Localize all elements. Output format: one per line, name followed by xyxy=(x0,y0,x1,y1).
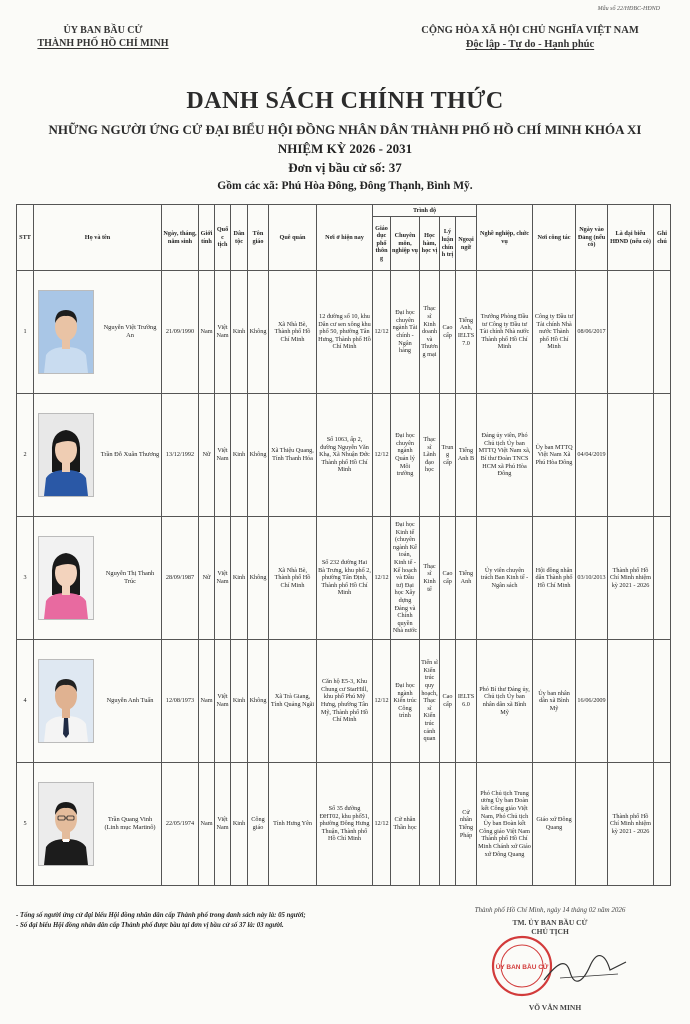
cell-specialty: Cử nhân Thần học xyxy=(391,763,420,886)
cell-political: Cao cấp xyxy=(440,271,456,394)
cell-gender: Nam xyxy=(199,271,215,394)
cell-hdnd xyxy=(608,394,654,517)
cell-name xyxy=(34,763,162,886)
col-stt: STT xyxy=(17,205,34,271)
cell-party-join xyxy=(576,763,608,886)
cell-workplace: Ủy ban MTTQ Việt Nam Xã Phú Hòa Đông xyxy=(533,394,576,517)
col-occupation: Nghề nghiệp, chức vụ xyxy=(477,205,533,271)
document-title: DANH SÁCH CHÍNH THỨC xyxy=(186,88,504,114)
cell-specialty: Đại học chuyên ngành Quản lý Môi trường xyxy=(391,394,420,517)
signing-org: TM. ỦY BAN BẦU CỬ xyxy=(512,918,588,927)
col-ethnicity: Dân tộc xyxy=(231,205,248,271)
candidate-photo xyxy=(38,659,94,743)
cell-language: Tiếng Anh xyxy=(456,517,477,640)
cell-gender: Nam xyxy=(199,640,215,763)
place-date: Thành phố Hồ Chí Minh, ngày 14 tháng 02 năm 2026 xyxy=(474,906,626,914)
cell-nationality: Việt Nam xyxy=(215,517,231,640)
table-row xyxy=(17,394,671,517)
cell-gender: Nam xyxy=(199,763,215,886)
cell-residence: Số 232 đường Hai Bà Trưng, khu phố 2, phường Tân Định, Thành phố Hồ Chí Minh xyxy=(317,517,373,640)
candidate-photo xyxy=(38,290,94,374)
national-motto: Độc lập - Tự do - Hạnh phúc xyxy=(465,39,595,50)
col-language: Ngoại ngữ xyxy=(456,217,477,271)
cell-name xyxy=(34,517,162,640)
cell-ethnicity: Kinh xyxy=(231,763,248,886)
cell-party-join: 08/06/2017 xyxy=(576,271,608,394)
table-row xyxy=(17,763,671,886)
cell-hometown: Xã Trà Giang, Tỉnh Quảng Ngãi xyxy=(269,640,317,763)
term: NHIỆM KỲ 2026 - 2031 xyxy=(277,141,413,156)
cell-nationality: Việt Nam xyxy=(215,640,231,763)
cell-workplace: Giáo xứ Đông Quang xyxy=(533,763,576,886)
issuer-line1: ỦY BAN BẦU CỬ xyxy=(63,25,143,36)
cell-dob: 12/08/1973 xyxy=(162,640,199,763)
cell-occupation: Ủy viên chuyên trách Ban Kinh tế - Ngân sách xyxy=(477,517,533,640)
cell-degree: Thạc sĩ Lãnh đạo học xyxy=(420,394,440,517)
col-education-group: Trình độ xyxy=(373,205,477,217)
cell-residence: 12 đường số 10, khu Dân cư sen xông khu phố 50, phường Tân Hưng, Thành phố Hồ Chí Minh xyxy=(317,271,373,394)
signer-name: VÕ VĂN MINH xyxy=(528,1003,582,1012)
table-row xyxy=(17,271,671,394)
cell-nationality: Việt Nam xyxy=(215,763,231,886)
signature-icon xyxy=(540,950,630,990)
cell-political xyxy=(440,763,456,886)
candidate-name: Nguyễn Thị Thanh Trúc xyxy=(105,570,155,585)
candidate-name: Nguyễn Anh Tuấn xyxy=(106,697,154,704)
national-header xyxy=(385,24,675,52)
note-total-candidates: - Tổng số người ứng cử đại biểu Hội đồng nhân dân cấp Thành phố trong danh sách này là: 05 người; xyxy=(16,912,306,919)
cell-name xyxy=(34,640,162,763)
cell-dob: 13/12/1992 xyxy=(162,394,199,517)
col-residence: Nơi ở hiện nay xyxy=(317,205,373,271)
cell-note xyxy=(654,394,671,517)
col-political: Lý luận chính trị xyxy=(440,217,456,271)
cell-hometown: Xã Nhà Bè, Thành phố Hồ Chí Minh xyxy=(269,517,317,640)
cell-dob: 22/05/1974 xyxy=(162,763,199,886)
col-party-join: Ngày vào Đảng (nếu có) xyxy=(576,205,608,271)
cell-ethnicity: Kinh xyxy=(231,640,248,763)
col-name: Họ và tên xyxy=(34,205,162,271)
cell-gender: Nữ xyxy=(199,517,215,640)
cell-occupation: Phó Chủ tịch Trung ương Ủy ban Đoàn kết Công giáo Việt Nam, Phó Chủ tịch Ủy ban Đoàn kết Công giáo Việt Nam Thành phố Hồ Chí Minh Chánh xứ Giáo xứ Đông Quang xyxy=(477,763,533,886)
cell-general-edu: 12/12 xyxy=(373,763,391,886)
cell-language: IELTS 6.0 xyxy=(456,640,477,763)
svg-text:ỦY BAN BẦU CỬ: ỦY BAN BẦU CỬ xyxy=(495,964,549,971)
cell-hdnd: Thành phố Hồ Chí Minh nhiệm kỳ 2021 - 2026 xyxy=(608,517,654,640)
cell-specialty: Đại học Kinh tế (chuyên ngành Kế toán, Kinh tế - Kế hoạch và Đầu tư) Đại học Xây dựng Đảng và Chính quyền Nhà nước xyxy=(391,517,420,640)
col-specialty: Chuyên môn, nghiệp vụ xyxy=(391,217,420,271)
cell-degree xyxy=(420,763,440,886)
cell-party-join: 03/10/2013 xyxy=(576,517,608,640)
cell-language: Tiếng Anh, IELTS 7.0 xyxy=(456,271,477,394)
cell-political: Trung cấp xyxy=(440,394,456,517)
col-hometown: Quê quán xyxy=(269,205,317,271)
cell-party-join: 16/06/2009 xyxy=(576,640,608,763)
table-row xyxy=(17,517,671,640)
cell-degree: Thạc sĩ Kinh tế xyxy=(420,517,440,640)
cell-general-edu: 12/12 xyxy=(373,271,391,394)
cell-occupation: Trưởng Phòng Đầu tư Công ty Đầu tư Tài chính Nhà nước Thành phố Hồ Chí Minh xyxy=(477,271,533,394)
table-row xyxy=(17,640,671,763)
cell-name xyxy=(34,271,162,394)
note-seats: - Số đại biểu Hội đồng nhân dân cấp Thành phố được bầu tại đơn vị bầu cử số 37 là: 03 người. xyxy=(16,922,284,929)
national-title: CỘNG HÒA XÃ HỘI CHỦ NGHĨA VIỆT NAM xyxy=(421,25,639,36)
col-dob: Ngày, tháng, năm sinh xyxy=(162,205,199,271)
candidate-photo xyxy=(38,413,94,497)
cell-residence: Số 1063, ấp 2, đường Nguyễn Văn Khạ, Xã Nhuận Đức Thành phố Hồ Chí Minh xyxy=(317,394,373,517)
candidate-photo xyxy=(38,782,94,866)
cell-language: Tiếng Anh B xyxy=(456,394,477,517)
cell-hometown: Tỉnh Hưng Yên xyxy=(269,763,317,886)
cell-stt: 3 xyxy=(17,517,34,640)
cell-hdnd: Thành phố Hồ Chí Minh nhiệm kỳ 2021 - 2026 xyxy=(608,763,654,886)
cell-nationality: Việt Nam xyxy=(215,394,231,517)
cell-general-edu: 12/12 xyxy=(373,640,391,763)
cell-religion: Không xyxy=(248,271,269,394)
cell-language: Cử nhân Tiếng Pháp xyxy=(456,763,477,886)
cell-stt: 2 xyxy=(17,394,34,517)
cell-hometown: Xã Thiệu Quang, Tỉnh Thanh Hóa xyxy=(269,394,317,517)
cell-political: Cao cấp xyxy=(440,517,456,640)
cell-dob: 21/09/1990 xyxy=(162,271,199,394)
cell-note xyxy=(654,517,671,640)
candidate-photo xyxy=(38,536,94,620)
cell-religion: Không xyxy=(248,394,269,517)
form-code: Mẫu số 22/HĐBC-HĐND xyxy=(597,6,660,12)
cell-residence: Số 35 đường ĐHT02, khu phố51, phường Đông Hưng Thuận, Thành phố Hồ Chí Minh xyxy=(317,763,373,886)
cell-stt: 1 xyxy=(17,271,34,394)
cell-religion: Không xyxy=(248,517,269,640)
cell-hometown: Xã Nhà Bè, Thành phố Hồ Chí Minh xyxy=(269,271,317,394)
cell-occupation: Phó Bí thư Đảng ủy, Chủ tịch Ủy ban nhân dân xã Bình Mỹ xyxy=(477,640,533,763)
cell-general-edu: 12/12 xyxy=(373,517,391,640)
cell-political: Cao cấp xyxy=(440,640,456,763)
communes: Gồm các xã: Phú Hòa Đông, Đông Thạnh, Bình Mỹ. xyxy=(217,180,473,192)
candidate-name: Nguyễn Việt Trường An xyxy=(103,324,157,339)
cell-ethnicity: Kinh xyxy=(231,517,248,640)
cell-party-join: 04/04/2019 xyxy=(576,394,608,517)
cell-degree: Tiến sĩ Kiến trúc quy hoạch, Thạc sĩ Kiến trúc cảnh quan xyxy=(420,640,440,763)
cell-stt: 5 xyxy=(17,763,34,886)
issuer-line2: THÀNH PHỐ HỒ CHÍ MINH xyxy=(37,38,169,49)
cell-hdnd xyxy=(608,640,654,763)
cell-general-edu: 12/12 xyxy=(373,394,391,517)
cell-specialty: Đại học ngành Kiến trúc Công trình xyxy=(391,640,420,763)
issuer-header xyxy=(18,24,188,50)
col-gender: Giới tính xyxy=(199,205,215,271)
col-general-edu: Giáo dục phổ thông xyxy=(373,217,391,271)
col-hdnd: Là đại biểu HĐND (nếu có) xyxy=(608,205,654,271)
cell-ethnicity: Kinh xyxy=(231,394,248,517)
cell-religion: Không xyxy=(248,640,269,763)
cell-workplace: Ủy ban nhân dân xã Bình Mỹ xyxy=(533,640,576,763)
cell-workplace: Công ty Đầu tư Tài chính Nhà nước Thành phố Hồ Chí Minh xyxy=(533,271,576,394)
cell-specialty: Đại học chuyên ngành Tài chính - Ngân hàng xyxy=(391,271,420,394)
cell-name xyxy=(34,394,162,517)
cell-note xyxy=(654,763,671,886)
cell-gender: Nữ xyxy=(199,394,215,517)
cell-degree: Thạc sĩ Kinh doanh và Thương mại xyxy=(420,271,440,394)
col-note: Ghi chú xyxy=(654,205,671,271)
cell-religion: Công giáo xyxy=(248,763,269,886)
col-nationality: Quốc tịch xyxy=(215,205,231,271)
document-subtitle: NHỮNG NGƯỜI ỨNG CỬ ĐẠI BIỂU HỘI ĐỒNG NHÂN DÂN THÀNH PHỐ HỒ CHÍ MINH KHÓA XI xyxy=(48,122,642,137)
cell-stt: 4 xyxy=(17,640,34,763)
cell-nationality: Việt Nam xyxy=(215,271,231,394)
signing-title: CHỦ TỊCH xyxy=(531,927,569,936)
col-workplace: Nơi công tác xyxy=(533,205,576,271)
cell-note xyxy=(654,271,671,394)
cell-occupation: Đảng ủy viên, Phó Chủ tịch Ủy ban MTTQ Việt Nam xã, Bí thư Đoàn TNCS HCM xã Phú Hòa Đông xyxy=(477,394,533,517)
cell-ethnicity: Kinh xyxy=(231,271,248,394)
cell-hdnd xyxy=(608,271,654,394)
candidate-name: Trần Đỗ Xuân Thương xyxy=(100,451,160,458)
constituency: Đơn vị bầu cử số: 37 xyxy=(288,160,402,175)
cell-dob: 28/09/1987 xyxy=(162,517,199,640)
cell-note xyxy=(654,640,671,763)
cell-residence: Căn hộ E5-3, Khu Chung cư StarHill, khu phố Phú Mỹ Hưng, phường Tân Mỹ, Thành phố Hồ Chí Minh xyxy=(317,640,373,763)
candidate-table xyxy=(16,204,671,886)
candidate-name: Trần Quang Vinh (Linh mục Martinô) xyxy=(104,816,156,831)
col-religion: Tôn giáo xyxy=(248,205,269,271)
col-degree: Học hàm, học vị xyxy=(420,217,440,271)
cell-workplace: Hội đồng nhân dân Thành phố Hồ Chí Minh xyxy=(533,517,576,640)
